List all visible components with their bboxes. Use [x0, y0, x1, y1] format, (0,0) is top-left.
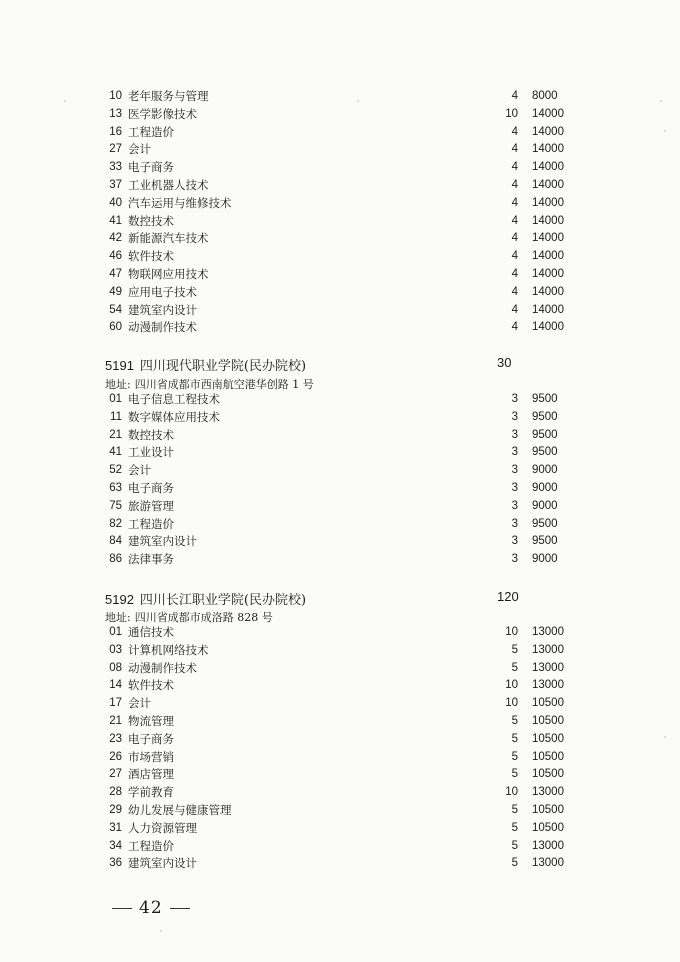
major-code: 03: [109, 643, 122, 656]
major-code: 36: [109, 857, 122, 870]
major-tuition: 14000: [532, 196, 564, 209]
major-tuition: 14000: [532, 214, 564, 227]
major-tuition: 13000: [532, 786, 564, 799]
major-row: [0, 195, 680, 213]
major-name: 数字媒体应用技术: [128, 409, 220, 424]
major-tuition: 13000: [532, 857, 564, 870]
major-plan-count: 5: [511, 750, 518, 763]
major-code: 01: [109, 626, 122, 638]
address-text: 四川省成都市成洛路 828 号: [134, 611, 273, 624]
scan-speck: [160, 930, 162, 932]
major-row: [0, 124, 680, 142]
major-code: 49: [109, 285, 122, 298]
major-plan-count: 3: [511, 499, 518, 512]
major-name: 会计: [128, 142, 151, 157]
major-plan-count: 10: [505, 626, 518, 638]
major-row: [0, 749, 680, 767]
school-code: 5191: [105, 358, 134, 373]
major-tuition: 13000: [532, 679, 564, 692]
scan-speck: [664, 736, 666, 738]
major-plan-count: 3: [511, 517, 518, 530]
major-row: [0, 88, 680, 106]
major-code: 11: [110, 410, 122, 423]
major-plan-count: 10: [505, 679, 518, 692]
school-address: [105, 376, 314, 392]
major-tuition: 14000: [532, 161, 564, 174]
major-tuition: 14000: [532, 321, 564, 334]
major-plan-count: 3: [511, 393, 518, 405]
major-code: 27: [109, 768, 122, 781]
major-tuition: 10500: [532, 714, 564, 727]
major-name: 旅游管理: [128, 498, 174, 513]
major-plan-count: 4: [511, 232, 518, 245]
major-plan-count: 5: [511, 768, 518, 781]
major-name: 物联网应用技术: [128, 266, 209, 281]
major-tuition: 10500: [532, 750, 564, 763]
major-row: [0, 266, 680, 284]
school-total-plan: 30: [497, 355, 512, 370]
major-tuition: 14000: [532, 232, 564, 245]
major-name: 动漫制作技术: [128, 320, 197, 335]
major-name: 电子商务: [128, 731, 174, 746]
major-tuition: 9000: [532, 464, 558, 477]
major-tuition: 14000: [532, 178, 564, 191]
major-row: [0, 462, 680, 480]
major-tuition: 9500: [532, 393, 558, 405]
school-major-list: [0, 624, 680, 873]
major-tuition: 14000: [532, 303, 564, 316]
major-name: 电子商务: [128, 160, 174, 175]
major-plan-count: 4: [511, 250, 518, 263]
top-major-list: [0, 88, 680, 337]
major-row: [0, 642, 680, 660]
major-plan-count: 5: [511, 821, 518, 834]
major-row: [0, 855, 680, 873]
school-total-plan: 120: [497, 589, 519, 604]
major-code: 47: [109, 267, 122, 280]
major-name: 新能源汽车技术: [128, 231, 209, 246]
major-plan-count: 5: [511, 732, 518, 745]
major-row: [0, 284, 680, 302]
major-name: 工程造价: [128, 838, 174, 853]
major-row: [0, 695, 680, 713]
major-name: 老年服务与管理: [128, 89, 209, 103]
major-tuition: 13000: [532, 626, 564, 638]
major-name: 计算机网络技术: [128, 642, 209, 657]
major-tuition: 9000: [532, 481, 558, 494]
address-label: 地址:: [105, 611, 131, 624]
major-row: [0, 248, 680, 266]
major-row: [0, 820, 680, 838]
major-code: 21: [109, 428, 122, 441]
school-header: [105, 355, 306, 374]
major-code: 16: [109, 125, 122, 138]
major-code: 31: [109, 821, 122, 834]
major-tuition: 9500: [532, 446, 558, 459]
major-plan-count: 4: [511, 196, 518, 209]
scan-speck: [660, 100, 662, 102]
school-name: 四川长江职业学院(民办院校): [139, 593, 307, 608]
major-row: [0, 713, 680, 731]
school-address: [105, 609, 273, 625]
major-row: [0, 106, 680, 124]
major-name: 学前教育: [128, 785, 174, 800]
major-row: [0, 319, 680, 337]
major-row: [0, 230, 680, 248]
major-plan-count: 4: [511, 125, 518, 138]
major-plan-count: 10: [505, 697, 518, 710]
major-tuition: 10500: [532, 803, 564, 816]
major-plan-count: 5: [511, 857, 518, 870]
major-code: 27: [109, 143, 122, 156]
major-code: 10: [109, 90, 122, 102]
school-name: 四川现代职业学院(民办院校): [139, 359, 307, 374]
major-tuition: 9500: [532, 428, 558, 441]
major-name: 酒店管理: [128, 767, 174, 782]
major-code: 08: [109, 661, 122, 674]
major-name: 工业机器人技术: [128, 177, 209, 192]
major-name: 市场营销: [128, 749, 174, 764]
major-row: [0, 838, 680, 856]
major-row: [0, 516, 680, 534]
major-name: 医学影像技术: [128, 106, 197, 121]
major-plan-count: 4: [511, 90, 518, 102]
major-name: 工业设计: [128, 445, 174, 460]
address-text: 四川省成都市西南航空港华创路 1 号: [134, 378, 314, 391]
major-plan-count: 5: [511, 643, 518, 656]
major-row: [0, 551, 680, 569]
major-row: [0, 533, 680, 551]
major-tuition: 8000: [532, 90, 558, 102]
major-code: 37: [109, 178, 122, 191]
major-code: 33: [109, 161, 122, 174]
major-name: 幼儿发展与健康管理: [128, 802, 232, 817]
major-plan-count: 10: [505, 786, 518, 799]
major-plan-count: 3: [511, 428, 518, 441]
major-plan-count: 3: [511, 464, 518, 477]
footer-dash-left: [112, 908, 132, 909]
page-number: 42: [139, 898, 163, 918]
major-row: [0, 177, 680, 195]
major-tuition: 10500: [532, 768, 564, 781]
major-name: 工程造价: [128, 124, 174, 139]
major-row: [0, 498, 680, 516]
major-code: 46: [109, 250, 122, 263]
major-plan-count: 3: [511, 553, 518, 566]
major-row: [0, 391, 680, 409]
major-tuition: 13000: [532, 661, 564, 674]
major-name: 法律事务: [128, 552, 174, 567]
major-name: 通信技术: [128, 625, 174, 639]
scan-speck: [64, 100, 66, 102]
footer-dash-right: [170, 908, 190, 909]
major-tuition: 10500: [532, 697, 564, 710]
address-label: 地址:: [105, 378, 131, 391]
major-code: 86: [109, 553, 122, 566]
page-footer: [105, 898, 197, 918]
school-major-list: [0, 391, 680, 569]
major-tuition: 14000: [532, 285, 564, 298]
major-name: 电子信息工程技术: [128, 392, 220, 406]
major-name: 数控技术: [128, 427, 174, 442]
major-tuition: 14000: [532, 107, 564, 120]
scan-speck: [664, 130, 666, 132]
major-tuition: 13000: [532, 643, 564, 656]
major-row: [0, 766, 680, 784]
major-name: 汽车运用与维修技术: [128, 195, 232, 210]
major-name: 建筑室内设计: [128, 534, 197, 549]
major-plan-count: 4: [511, 303, 518, 316]
major-row: [0, 624, 680, 642]
major-name: 工程造价: [128, 516, 174, 531]
major-name: 会计: [128, 463, 151, 478]
major-plan-count: 3: [511, 535, 518, 548]
major-tuition: 14000: [532, 250, 564, 263]
major-row: [0, 784, 680, 802]
major-code: 82: [109, 517, 122, 530]
major-code: 21: [109, 714, 122, 727]
major-name: 软件技术: [128, 249, 174, 264]
school-code: 5192: [105, 592, 134, 607]
major-code: 17: [109, 697, 122, 710]
major-tuition: 14000: [532, 143, 564, 156]
major-code: 29: [109, 803, 122, 816]
major-row: [0, 802, 680, 820]
major-plan-count: 10: [505, 107, 518, 120]
major-name: 建筑室内设计: [128, 302, 197, 317]
major-plan-count: 3: [511, 410, 518, 423]
major-code: 01: [109, 393, 122, 405]
major-row: [0, 213, 680, 231]
major-row: [0, 159, 680, 177]
major-tuition: 9000: [532, 499, 558, 512]
major-tuition: 14000: [532, 125, 564, 138]
major-tuition: 14000: [532, 267, 564, 280]
major-code: 52: [109, 464, 122, 477]
major-row: [0, 444, 680, 462]
major-row: [0, 731, 680, 749]
major-name: 电子商务: [128, 480, 174, 495]
major-code: 41: [109, 214, 122, 227]
major-plan-count: 5: [511, 661, 518, 674]
major-code: 60: [109, 321, 122, 334]
major-code: 75: [109, 499, 122, 512]
major-code: 28: [109, 786, 122, 799]
major-row: [0, 302, 680, 320]
major-name: 数控技术: [128, 213, 174, 228]
major-row: [0, 409, 680, 427]
major-tuition: 10500: [532, 821, 564, 834]
major-plan-count: 5: [511, 839, 518, 852]
school-header: [105, 589, 306, 608]
major-code: 23: [109, 732, 122, 745]
major-plan-count: 5: [511, 714, 518, 727]
major-code: 26: [109, 750, 122, 763]
major-name: 应用电子技术: [128, 284, 197, 299]
major-name: 人力资源管理: [128, 820, 197, 835]
major-row: [0, 677, 680, 695]
major-plan-count: 5: [511, 803, 518, 816]
major-name: 物流管理: [128, 713, 174, 728]
major-name: 软件技术: [128, 678, 174, 693]
major-code: 13: [109, 107, 122, 120]
major-plan-count: 4: [511, 267, 518, 280]
major-plan-count: 3: [511, 481, 518, 494]
major-row: [0, 427, 680, 445]
major-tuition: 9000: [532, 553, 558, 566]
major-row: [0, 480, 680, 498]
major-code: 14: [109, 679, 122, 692]
major-tuition: 10500: [532, 732, 564, 745]
major-row: [0, 660, 680, 678]
major-plan-count: 4: [511, 161, 518, 174]
major-row: [0, 141, 680, 159]
major-plan-count: 4: [511, 214, 518, 227]
major-plan-count: 4: [511, 143, 518, 156]
major-plan-count: 4: [511, 178, 518, 191]
major-plan-count: 3: [511, 446, 518, 459]
major-name: 会计: [128, 696, 151, 711]
major-code: 63: [109, 481, 122, 494]
major-code: 40: [109, 196, 122, 209]
major-code: 54: [109, 303, 122, 316]
major-code: 84: [109, 535, 122, 548]
major-code: 41: [109, 446, 122, 459]
major-code: 42: [109, 232, 122, 245]
major-tuition: 9500: [532, 535, 558, 548]
major-tuition: 9500: [532, 410, 558, 423]
major-name: 建筑室内设计: [128, 856, 197, 871]
scan-speck: [357, 100, 359, 102]
major-plan-count: 4: [511, 285, 518, 298]
major-code: 34: [109, 839, 122, 852]
major-name: 动漫制作技术: [128, 660, 197, 675]
major-plan-count: 4: [511, 321, 518, 334]
major-tuition: 13000: [532, 839, 564, 852]
major-tuition: 9500: [532, 517, 558, 530]
